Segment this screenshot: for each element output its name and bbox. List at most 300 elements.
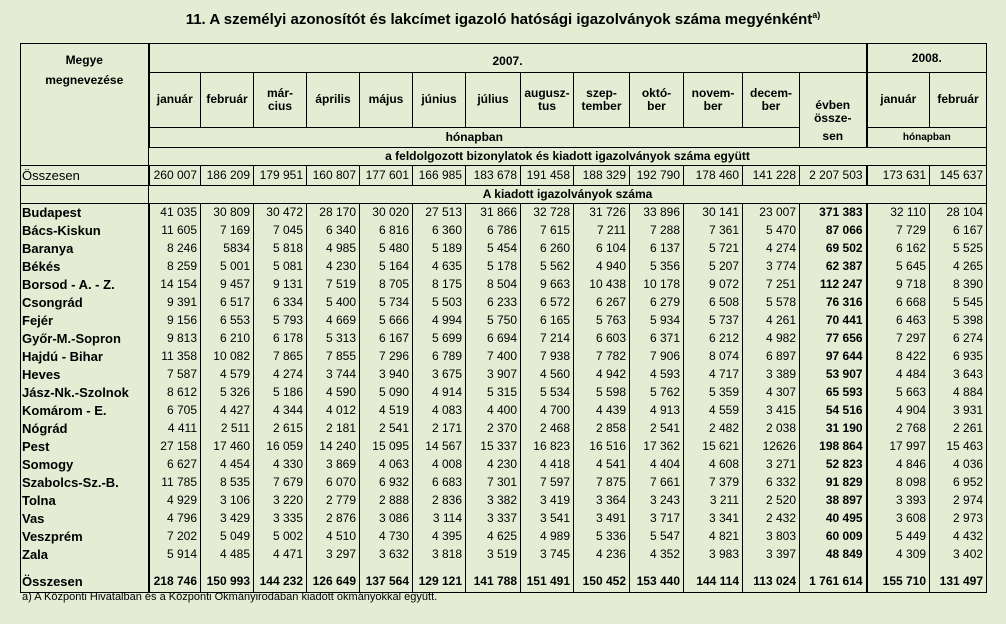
value-cell: 6 279 — [630, 294, 684, 312]
value-cell: 4 796 — [149, 510, 201, 528]
value-cell: 155 710 — [867, 572, 930, 593]
value-cell: 3 397 — [743, 546, 800, 564]
value-cell: 9 663 — [521, 276, 574, 294]
value-cell: 4 989 — [521, 528, 574, 546]
annual-total-cell: 31 190 — [800, 420, 867, 438]
value-cell: 5 090 — [360, 384, 413, 402]
value-cell: 6 572 — [521, 294, 574, 312]
value-cell: 9 457 — [201, 276, 254, 294]
value-cell: 8 074 — [684, 348, 743, 366]
annual-total-cell: 97 644 — [800, 348, 867, 366]
value-cell: 6 162 — [867, 240, 930, 258]
annual-total-cell: 60 009 — [800, 528, 867, 546]
table-row — [21, 258, 987, 276]
value-cell: 4 608 — [684, 456, 743, 474]
value-cell: 5 398 — [930, 312, 987, 330]
value-cell: 2 779 — [307, 492, 360, 510]
value-cell: 4 635 — [413, 258, 466, 276]
value-cell: 3 940 — [360, 366, 413, 384]
value-cell: 6 267 — [574, 294, 630, 312]
row-label: Heves — [21, 366, 149, 384]
value-cell: 5 645 — [867, 258, 930, 276]
value-cell: 15 463 — [930, 438, 987, 456]
value-cell: 2 432 — [743, 510, 800, 528]
value-cell: 27 513 — [413, 203, 466, 222]
value-cell: 6 694 — [466, 330, 521, 348]
month-header: már- cius — [254, 73, 307, 128]
value-cell: 4 560 — [521, 366, 574, 384]
row-label: Békés — [21, 258, 149, 276]
value-cell: 4 821 — [684, 528, 743, 546]
spacer-cell — [743, 564, 800, 572]
value-cell: 6 627 — [149, 456, 201, 474]
value-cell: 7 379 — [684, 474, 743, 492]
value-cell: 4 439 — [574, 402, 630, 420]
value-cell: 3 608 — [867, 510, 930, 528]
value-cell: 5 002 — [254, 528, 307, 546]
value-cell: 5 737 — [684, 312, 743, 330]
value-cell: 32 110 — [867, 203, 930, 222]
value-cell: 5 598 — [574, 384, 630, 402]
spacer-cell — [21, 564, 149, 572]
value-cell: 5 449 — [867, 528, 930, 546]
subhead-total: a feldolgozott bizonylatok és kiadott igazolványok száma együtt — [149, 147, 987, 165]
value-cell: 2 768 — [867, 420, 930, 438]
value-cell: 5 578 — [743, 294, 800, 312]
month-header: január — [149, 73, 201, 128]
value-cell: 188 329 — [574, 165, 630, 185]
value-cell: 4 590 — [307, 384, 360, 402]
value-cell: 8 175 — [413, 276, 466, 294]
table-row — [21, 366, 987, 384]
value-cell: 6 463 — [867, 312, 930, 330]
row-label: Budapest — [21, 203, 149, 222]
value-cell: 2 973 — [930, 510, 987, 528]
value-cell: 3 335 — [254, 510, 307, 528]
value-cell: 31 866 — [466, 203, 521, 222]
value-cell: 3 341 — [684, 510, 743, 528]
value-cell: 3 541 — [521, 510, 574, 528]
value-cell: 4 904 — [867, 402, 930, 420]
value-cell: 150 452 — [574, 572, 630, 593]
month-header: június — [413, 73, 466, 128]
data-table — [20, 43, 987, 593]
value-cell: 9 131 — [254, 276, 307, 294]
value-cell: 126 649 — [307, 572, 360, 593]
table-header — [21, 44, 987, 166]
value-cell: 2 541 — [630, 420, 684, 438]
value-cell: 2 181 — [307, 420, 360, 438]
row-label: Bács-Kiskun — [21, 222, 149, 240]
value-cell: 3 364 — [574, 492, 630, 510]
value-cell: 6 334 — [254, 294, 307, 312]
row-label: Jász-Nk.-Szolnok — [21, 384, 149, 402]
value-cell: 2 482 — [684, 420, 743, 438]
row-label: Szabolcs-Sz.-B. — [21, 474, 149, 492]
per-month-2008-label: hónapban — [867, 127, 987, 147]
value-cell: 6 683 — [413, 474, 466, 492]
value-cell: 31 726 — [574, 203, 630, 222]
annual-total-cell: 54 516 — [800, 402, 867, 420]
value-cell: 7 855 — [307, 348, 360, 366]
value-cell: 131 497 — [930, 572, 987, 593]
spacer-cell — [360, 564, 413, 572]
value-cell: 8 705 — [360, 276, 413, 294]
value-cell: 4 519 — [360, 402, 413, 420]
row-label: Csongrád — [21, 294, 149, 312]
value-cell: 173 631 — [867, 165, 930, 185]
value-cell: 137 564 — [360, 572, 413, 593]
table-row — [21, 384, 987, 402]
value-cell: 6 167 — [930, 222, 987, 240]
value-cell: 5 049 — [201, 528, 254, 546]
value-cell: 6 167 — [360, 330, 413, 348]
value-cell: 5 186 — [254, 384, 307, 402]
value-cell: 6 274 — [930, 330, 987, 348]
value-cell: 260 007 — [149, 165, 201, 185]
county-header-line2: megnevezése — [45, 73, 124, 87]
value-cell: 9 391 — [149, 294, 201, 312]
value-cell: 5 793 — [254, 312, 307, 330]
spacer-cell — [149, 564, 201, 572]
row-label: Nógrád — [21, 420, 149, 438]
value-cell: 7 729 — [867, 222, 930, 240]
value-cell: 5 315 — [466, 384, 521, 402]
spacer-cell — [201, 564, 254, 572]
value-cell: 150 993 — [201, 572, 254, 593]
table-row — [21, 438, 987, 456]
value-cell: 32 728 — [521, 203, 574, 222]
value-cell: 4 593 — [630, 366, 684, 384]
value-cell: 2 511 — [201, 420, 254, 438]
annual-total-cell: 77 656 — [800, 330, 867, 348]
annual-header-bottom: sen — [800, 127, 867, 147]
value-cell: 141 228 — [743, 165, 800, 185]
value-cell: 3 086 — [360, 510, 413, 528]
annual-total-cell: 62 387 — [800, 258, 867, 276]
empty-cell — [21, 147, 149, 165]
value-cell: 4 230 — [307, 258, 360, 276]
annual-total-cell: 53 907 — [800, 366, 867, 384]
value-cell: 4 236 — [574, 546, 630, 564]
month-header: április — [307, 73, 360, 128]
annual-total-cell: 1 761 614 — [800, 572, 867, 593]
value-cell: 7 938 — [521, 348, 574, 366]
value-cell: 2 171 — [413, 420, 466, 438]
value-cell: 4 309 — [867, 546, 930, 564]
value-cell: 5 547 — [630, 528, 684, 546]
value-cell: 3 419 — [521, 492, 574, 510]
spacer-cell — [413, 564, 466, 572]
value-cell: 27 158 — [149, 438, 201, 456]
value-cell: 7 615 — [521, 222, 574, 240]
value-cell: 2 888 — [360, 492, 413, 510]
value-cell: 16 059 — [254, 438, 307, 456]
value-cell: 2 876 — [307, 510, 360, 528]
value-cell: 17 362 — [630, 438, 684, 456]
value-cell: 4 230 — [466, 456, 521, 474]
value-cell: 5 189 — [413, 240, 466, 258]
value-cell: 5 699 — [413, 330, 466, 348]
value-cell: 3 114 — [413, 510, 466, 528]
value-cell: 192 790 — [630, 165, 684, 185]
value-cell: 7 906 — [630, 348, 684, 366]
annual-total-cell: 198 864 — [800, 438, 867, 456]
annual-total-cell: 112 247 — [800, 276, 867, 294]
spacer-cell — [800, 564, 867, 572]
month-header: augusz- tus — [521, 73, 574, 128]
value-cell: 3 429 — [201, 510, 254, 528]
value-cell: 4 036 — [930, 456, 987, 474]
value-cell: 7 587 — [149, 366, 201, 384]
per-month-label: hónapban — [149, 127, 800, 147]
annual-total-cell: 87 066 — [800, 222, 867, 240]
value-cell: 6 137 — [630, 240, 684, 258]
value-cell: 3 931 — [930, 402, 987, 420]
value-cell: 166 985 — [413, 165, 466, 185]
value-cell: 3 106 — [201, 492, 254, 510]
year-2007-header: 2007. — [149, 44, 867, 73]
value-cell: 7 400 — [466, 348, 521, 366]
value-cell: 3 271 — [743, 456, 800, 474]
value-cell: 5 359 — [684, 384, 743, 402]
value-cell: 10 082 — [201, 348, 254, 366]
value-cell: 6 165 — [521, 312, 574, 330]
value-cell: 4 982 — [743, 330, 800, 348]
value-cell: 3 382 — [466, 492, 521, 510]
value-cell: 6 816 — [360, 222, 413, 240]
county-header-line1: Megye — [65, 53, 103, 67]
value-cell: 179 951 — [254, 165, 307, 185]
value-cell: 4 914 — [413, 384, 466, 402]
row-label: Borsod - A. - Z. — [21, 276, 149, 294]
value-cell: 7 214 — [521, 330, 574, 348]
value-cell: 2 370 — [466, 420, 521, 438]
row-label: Somogy — [21, 456, 149, 474]
value-cell: 5 663 — [867, 384, 930, 402]
month-header: októ- ber — [630, 73, 684, 128]
value-cell: 3 717 — [630, 510, 684, 528]
year-2008-header: 2008. — [867, 44, 987, 73]
value-cell: 7 875 — [574, 474, 630, 492]
value-cell: 3 675 — [413, 366, 466, 384]
value-cell: 7 519 — [307, 276, 360, 294]
value-cell: 4 700 — [521, 402, 574, 420]
value-cell: 4 404 — [630, 456, 684, 474]
value-cell: 7 045 — [254, 222, 307, 240]
annual-total-cell: 52 823 — [800, 456, 867, 474]
table-row — [21, 312, 987, 330]
value-cell: 14 154 — [149, 276, 201, 294]
value-cell: 2 541 — [360, 420, 413, 438]
value-cell: 4 510 — [307, 528, 360, 546]
title-text: 11. A személyi azonosítót és lakcímet igazoló hatósági igazolványok száma megyénként — [185, 11, 813, 28]
value-cell: 9 156 — [149, 312, 201, 330]
value-cell: 17 460 — [201, 438, 254, 456]
spacer-cell — [254, 564, 307, 572]
table-row — [21, 294, 987, 312]
table-row — [21, 510, 987, 528]
table-row — [21, 420, 987, 438]
value-cell: 3 907 — [466, 366, 521, 384]
value-cell: 3 744 — [307, 366, 360, 384]
value-cell: 6 705 — [149, 402, 201, 420]
value-cell: 4 884 — [930, 384, 987, 402]
row-label: Baranya — [21, 240, 149, 258]
month-header: május — [360, 73, 413, 128]
value-cell: 2 615 — [254, 420, 307, 438]
spacer-cell — [867, 564, 930, 572]
table-row — [21, 222, 987, 240]
value-cell: 2 520 — [743, 492, 800, 510]
value-cell: 4 625 — [466, 528, 521, 546]
value-cell: 4 330 — [254, 456, 307, 474]
value-cell: 14 567 — [413, 438, 466, 456]
value-cell: 6 786 — [466, 222, 521, 240]
table-row — [21, 203, 987, 222]
table-row — [21, 474, 987, 492]
value-cell: 14 240 — [307, 438, 360, 456]
row-label: Összesen — [21, 165, 149, 185]
value-cell: 7 288 — [630, 222, 684, 240]
value-cell: 6 897 — [743, 348, 800, 366]
row-label: Veszprém — [21, 528, 149, 546]
value-cell: 144 114 — [684, 572, 743, 593]
value-cell: 28 170 — [307, 203, 360, 222]
value-cell: 7 251 — [743, 276, 800, 294]
value-cell: 2 858 — [574, 420, 630, 438]
month-header: július — [466, 73, 521, 128]
annual-total-cell: 76 316 — [800, 294, 867, 312]
value-cell: 186 209 — [201, 165, 254, 185]
month-header: decem- ber — [743, 73, 800, 128]
value-cell: 4 411 — [149, 420, 201, 438]
value-cell: 11 358 — [149, 348, 201, 366]
table-row — [21, 240, 987, 258]
value-cell: 3 297 — [307, 546, 360, 564]
value-cell: 4 418 — [521, 456, 574, 474]
value-cell: 5 762 — [630, 384, 684, 402]
value-cell: 3 519 — [466, 546, 521, 564]
value-cell: 218 746 — [149, 572, 201, 593]
spacer-row — [21, 564, 987, 572]
month-header-row — [21, 73, 987, 128]
value-cell: 4 261 — [743, 312, 800, 330]
value-cell: 5 326 — [201, 384, 254, 402]
month-header: február — [201, 73, 254, 128]
value-cell: 3 491 — [574, 510, 630, 528]
value-cell: 151 491 — [521, 572, 574, 593]
value-cell: 4 008 — [413, 456, 466, 474]
value-cell: 5 207 — [684, 258, 743, 276]
value-cell: 7 296 — [360, 348, 413, 366]
value-cell: 7 301 — [466, 474, 521, 492]
row-label: Győr-M.-Sopron — [21, 330, 149, 348]
value-cell: 5 454 — [466, 240, 521, 258]
spacer-cell — [574, 564, 630, 572]
value-cell: 4 579 — [201, 366, 254, 384]
value-cell: 8 098 — [867, 474, 930, 492]
value-cell: 178 460 — [684, 165, 743, 185]
page-title — [0, 10, 1006, 28]
value-cell: 3 774 — [743, 258, 800, 276]
value-cell: 15 095 — [360, 438, 413, 456]
month-2008-header: február — [930, 73, 987, 128]
value-cell: 177 601 — [360, 165, 413, 185]
value-cell: 12626 — [743, 438, 800, 456]
annual-total-cell: 38 897 — [800, 492, 867, 510]
value-cell: 4 427 — [201, 402, 254, 420]
footnote: a) A Központi Hivatalban és a Központi Okmányirodában kiadott okmányokkal együtt. — [22, 591, 438, 603]
value-cell: 15 621 — [684, 438, 743, 456]
value-cell: 6 603 — [574, 330, 630, 348]
value-cell: 5 503 — [413, 294, 466, 312]
annual-total-cell: 48 849 — [800, 546, 867, 564]
row-label: Vas — [21, 510, 149, 528]
value-cell: 4 940 — [574, 258, 630, 276]
value-cell: 7 169 — [201, 222, 254, 240]
value-cell: 4 559 — [684, 402, 743, 420]
annual-total-cell: 91 829 — [800, 474, 867, 492]
value-cell: 145 637 — [930, 165, 987, 185]
value-cell: 6 212 — [684, 330, 743, 348]
value-cell: 7 679 — [254, 474, 307, 492]
value-cell: 4 063 — [360, 456, 413, 474]
table-row — [21, 528, 987, 546]
table-row — [21, 348, 987, 366]
value-cell: 8 246 — [149, 240, 201, 258]
value-cell: 8 612 — [149, 384, 201, 402]
value-cell: 6 508 — [684, 294, 743, 312]
value-cell: 6 210 — [201, 330, 254, 348]
value-cell: 30 141 — [684, 203, 743, 222]
value-cell: 160 807 — [307, 165, 360, 185]
value-cell: 6 070 — [307, 474, 360, 492]
value-cell: 7 782 — [574, 348, 630, 366]
annual-total-cell: 70 441 — [800, 312, 867, 330]
value-cell: 4 913 — [630, 402, 684, 420]
value-cell: 6 104 — [574, 240, 630, 258]
value-cell: 15 337 — [466, 438, 521, 456]
value-cell: 9 813 — [149, 330, 201, 348]
value-cell: 30 809 — [201, 203, 254, 222]
table-row — [21, 330, 987, 348]
value-cell: 5 081 — [254, 258, 307, 276]
row-label: Komárom - E. — [21, 402, 149, 420]
value-cell: 8 259 — [149, 258, 201, 276]
value-cell: 4 717 — [684, 366, 743, 384]
value-cell: 4 994 — [413, 312, 466, 330]
value-cell: 8 504 — [466, 276, 521, 294]
value-cell: 3 983 — [684, 546, 743, 564]
value-cell: 6 668 — [867, 294, 930, 312]
value-cell: 4 265 — [930, 258, 987, 276]
spacer-cell — [930, 564, 987, 572]
value-cell: 6 260 — [521, 240, 574, 258]
table-row — [21, 546, 987, 564]
table-row — [21, 492, 987, 510]
value-cell: 8 422 — [867, 348, 930, 366]
value-cell: 6 932 — [360, 474, 413, 492]
value-cell: 11 785 — [149, 474, 201, 492]
value-cell: 5 818 — [254, 240, 307, 258]
value-cell: 5 562 — [521, 258, 574, 276]
month-2008-header: január — [867, 73, 930, 128]
value-cell: 23 007 — [743, 203, 800, 222]
row-label: Fejér — [21, 312, 149, 330]
value-cell: 4 083 — [413, 402, 466, 420]
value-cell: 17 997 — [867, 438, 930, 456]
